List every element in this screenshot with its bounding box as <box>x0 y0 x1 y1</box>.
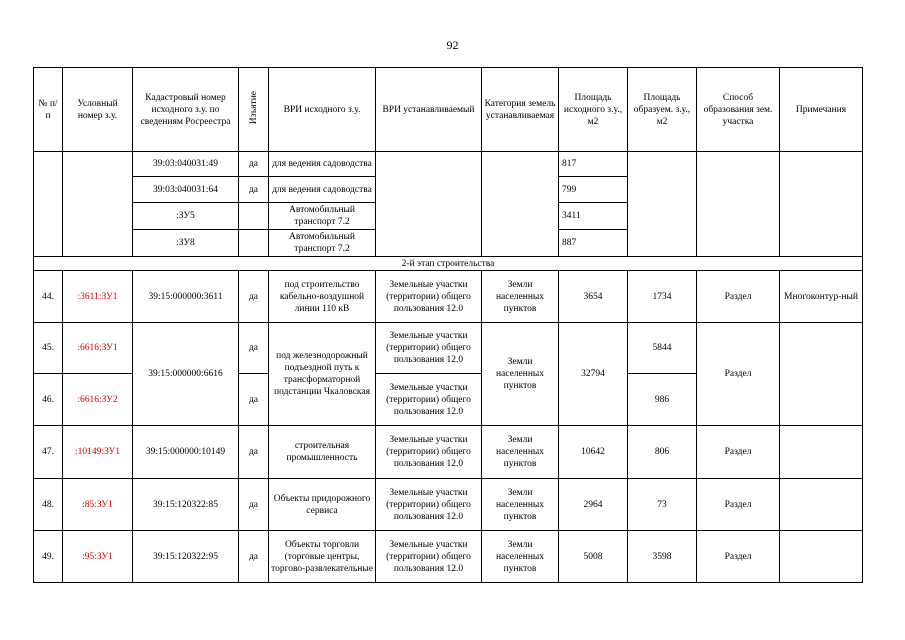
cell-conditional-number: :6616:ЗУ2 <box>63 374 133 426</box>
cell-source-area: 3654 <box>559 271 628 323</box>
table-row <box>34 152 863 177</box>
cell-cadastral-number: 39:15:000000:6616 <box>133 323 239 426</box>
cell-cadastral-number: :ЗУ8 <box>133 230 239 257</box>
header-number: № п/п <box>34 68 63 152</box>
cell-formation-method: Раздел <box>697 479 780 531</box>
header-row <box>34 68 863 152</box>
table-row <box>34 531 863 583</box>
cell-cadastral-number: 39:15:000000:10149 <box>133 426 239 479</box>
cell-new-area: 986 <box>628 374 697 426</box>
cell-seizure: да <box>239 374 269 426</box>
cell-seizure <box>239 203 269 230</box>
cell-notes <box>780 479 863 531</box>
cell-new-area: 806 <box>628 426 697 479</box>
cell-notes <box>780 323 863 426</box>
cell-vri-established: Земельные участки (территории) общего пользования 12.0 <box>376 374 482 426</box>
cell-new-area: 5844 <box>628 323 697 374</box>
cell-notes <box>780 426 863 479</box>
cell-seizure: да <box>239 177 269 203</box>
cell-vri-source: Объекты придорожного сервиса <box>269 479 376 531</box>
header-source-area: Площадь исходного з.у., м2 <box>559 68 628 152</box>
cell-vri-source: для ведения садоводства <box>269 177 376 203</box>
cell-vri-established: Земельные участки (территории) общего пользования 12.0 <box>376 531 482 583</box>
page-number: 92 <box>446 38 459 52</box>
cell-notes <box>780 152 863 257</box>
cell-cadastral-number: 39:15:120322:95 <box>133 531 239 583</box>
cell-source-area: 5008 <box>559 531 628 583</box>
cell-formation-method: Раздел <box>697 531 780 583</box>
cell-cadastral-number: :ЗУ5 <box>133 203 239 230</box>
cell-number: 46. <box>34 374 63 426</box>
cell-cadastral-number: 39:03:040031:64 <box>133 177 239 203</box>
cell-number <box>34 152 63 257</box>
header-seizure <box>239 68 269 152</box>
cell-formation-method <box>697 152 780 257</box>
cell-new-area: 73 <box>628 479 697 531</box>
header-new-area: Площадь образуем. з.у., м2 <box>628 68 697 152</box>
cell-source-area: 3411 <box>559 203 628 230</box>
cell-land-category: Земли населенных пунктов <box>482 426 559 479</box>
cell-formation-method: Раздел <box>697 271 780 323</box>
cell-vri-source: Объекты торговли (торговые центры, торгово-развлекательные <box>269 531 376 583</box>
cell-conditional-number <box>63 152 133 257</box>
table-row <box>34 426 863 479</box>
cell-number: 44. <box>34 271 63 323</box>
cell-vri-source: Автомобильный транспорт 7.2 <box>269 230 376 257</box>
cell-seizure: да <box>239 323 269 374</box>
cell-conditional-number: :95:ЗУ1 <box>63 531 133 583</box>
cell-vri-established <box>376 152 482 257</box>
cell-vri-established: Земельные участки (территории) общего пользования 12.0 <box>376 271 482 323</box>
cell-land-category: Земли населенных пунктов <box>482 323 559 426</box>
cell-seizure: да <box>239 479 269 531</box>
cell-source-area: 2964 <box>559 479 628 531</box>
cell-conditional-number: :10149:ЗУ1 <box>63 426 133 479</box>
cell-land-category: Земли населенных пунктов <box>482 271 559 323</box>
cell-source-area: 799 <box>559 177 628 203</box>
table-row <box>34 271 863 323</box>
cell-vri-source: строительная промышленность <box>269 426 376 479</box>
land-plots-table <box>33 67 863 583</box>
header-seizure-label: Изъятие <box>248 90 259 125</box>
cell-seizure <box>239 230 269 257</box>
header-notes: Примечания <box>780 68 863 152</box>
cell-land-category: Земли населенных пунктов <box>482 479 559 531</box>
header-land-category: Категория земель устанавливаемая <box>482 68 559 152</box>
cell-source-area: 817 <box>559 152 628 177</box>
cell-conditional-number: :6616:ЗУ1 <box>63 323 133 374</box>
cell-number: 48. <box>34 479 63 531</box>
cell-seizure: да <box>239 152 269 177</box>
cell-conditional-number: :85:ЗУ1 <box>63 479 133 531</box>
cell-source-area: 32794 <box>559 323 628 426</box>
cell-formation-method: Раздел <box>697 323 780 426</box>
cell-source-area: 10642 <box>559 426 628 479</box>
cell-new-area <box>628 152 697 257</box>
cell-new-area: 1734 <box>628 271 697 323</box>
cell-land-category <box>482 152 559 257</box>
table-row <box>34 323 863 374</box>
cell-cadastral-number: 39:03:040031:49 <box>133 152 239 177</box>
cell-vri-established: Земельные участки (территории) общего пользования 12.0 <box>376 323 482 374</box>
cell-seizure: да <box>239 531 269 583</box>
cell-vri-established: Земельные участки (территории) общего пользования 12.0 <box>376 479 482 531</box>
header-vri-source: ВРИ исходного з.у. <box>269 68 376 152</box>
cell-formation-method: Раздел <box>697 426 780 479</box>
header-conditional-number: Условный номер з.у. <box>63 68 133 152</box>
cell-number: 45. <box>34 323 63 374</box>
cell-vri-source: под железнодорожный подъездной путь к трансформаторной подстанции Чкаловская <box>269 323 376 426</box>
table-row <box>34 479 863 531</box>
cell-cadastral-number: 39:15:000000:3611 <box>133 271 239 323</box>
cell-vri-source: для ведения садоводства <box>269 152 376 177</box>
cell-number: 49. <box>34 531 63 583</box>
cell-vri-source: под строительство кабельно-воздушной линии 110 кВ <box>269 271 376 323</box>
cell-seizure: да <box>239 426 269 479</box>
cell-number: 47. <box>34 426 63 479</box>
header-cadastral-number: Кадастровый номер исходного з.у. по сведениям Росреестра <box>133 68 239 152</box>
header-vri-established: ВРИ устанавливаемый <box>376 68 482 152</box>
cell-land-category: Земли населенных пунктов <box>482 531 559 583</box>
cell-source-area: 887 <box>559 230 628 257</box>
stage-heading: 2-й этап строительства <box>34 257 863 271</box>
cell-vri-established: Земельные участки (территории) общего пользования 12.0 <box>376 426 482 479</box>
cell-seizure: да <box>239 271 269 323</box>
cell-vri-source: Автомобильный транспорт 7.2 <box>269 203 376 230</box>
cell-new-area: 3598 <box>628 531 697 583</box>
cell-conditional-number: :3611:ЗУ1 <box>63 271 133 323</box>
cell-notes <box>780 531 863 583</box>
cell-notes: Многоконтур-ный <box>780 271 863 323</box>
stage-row <box>34 257 863 271</box>
header-formation-method: Способ образования зем. участка <box>697 68 780 152</box>
cell-cadastral-number: 39:15:120322:85 <box>133 479 239 531</box>
